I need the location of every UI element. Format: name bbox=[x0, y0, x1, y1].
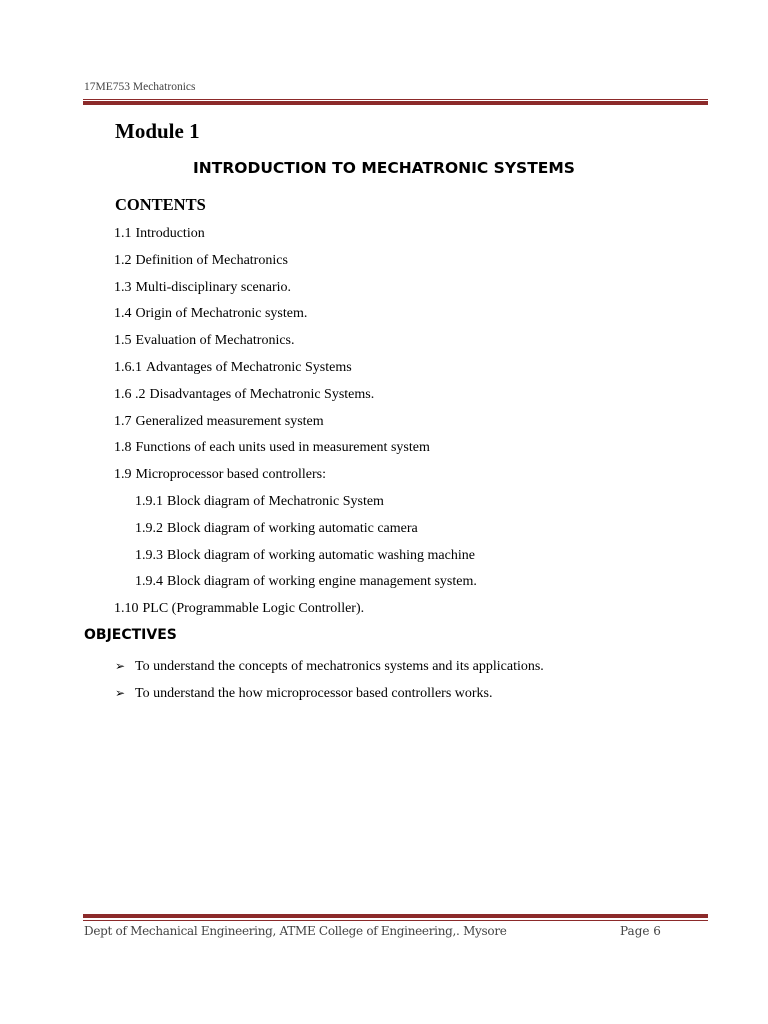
contents-item-text: Microprocessor based controllers: bbox=[135, 467, 326, 483]
contents-item bbox=[114, 305, 477, 332]
contents-item-number: 1.6 .2 bbox=[114, 386, 146, 402]
contents-item-text: Block diagram of Mechatronic System bbox=[167, 493, 384, 509]
contents-item-text: Introduction bbox=[135, 226, 205, 241]
contents-item-text: Block diagram of working automatic washing machine bbox=[167, 547, 475, 563]
contents-heading: CONTENTS bbox=[115, 195, 206, 214]
contents-item bbox=[114, 466, 477, 493]
footer-dept: Dept of Mechanical Engineering, ATME College of Engineering,. Mysore bbox=[84, 924, 507, 938]
objectives-list bbox=[115, 657, 544, 711]
objective-text: To understand the concepts of mechatronics systems and its applications. bbox=[135, 659, 544, 674]
contents-item bbox=[114, 600, 477, 627]
contents-item bbox=[114, 547, 477, 574]
objective-item bbox=[115, 684, 544, 711]
contents-item-text: Advantages of Mechatronic Systems bbox=[146, 359, 352, 375]
contents-list bbox=[114, 225, 477, 627]
footer-page-number: Page 6 bbox=[620, 924, 661, 938]
header-rule-thick bbox=[83, 101, 708, 105]
contents-item bbox=[114, 279, 477, 306]
header-rule-thin bbox=[83, 99, 708, 100]
contents-item-text: Block diagram of working automatic camera bbox=[167, 520, 418, 536]
contents-item bbox=[114, 359, 477, 386]
module-heading: Module 1 bbox=[115, 119, 200, 143]
contents-item-text: Functions of each units used in measurement system bbox=[135, 440, 430, 456]
objectives-heading: OBJECTIVES bbox=[84, 627, 177, 643]
contents-item-text: Block diagram of working engine management system. bbox=[167, 574, 477, 590]
footer-rule-thick bbox=[83, 914, 708, 918]
contents-item-text: Disadvantages of Mechatronic Systems. bbox=[149, 386, 375, 402]
contents-item bbox=[114, 439, 477, 466]
contents-item-text: Multi-disciplinary scenario. bbox=[135, 279, 292, 295]
contents-item-text: Definition of Mechatronics bbox=[135, 252, 288, 268]
contents-item-number: 1.1 bbox=[114, 226, 132, 241]
contents-item-text: Generalized measurement system bbox=[135, 413, 324, 429]
header-course: 17ME753 Mechatronics bbox=[84, 81, 196, 93]
contents-item bbox=[114, 520, 477, 547]
page-title: INTRODUCTION TO MECHATRONIC SYSTEMS bbox=[193, 159, 575, 177]
contents-item-text: PLC (Programmable Logic Controller). bbox=[142, 601, 365, 617]
contents-item-number: 1.10 bbox=[114, 601, 139, 617]
contents-item-number: 1.6.1 bbox=[114, 359, 142, 375]
contents-item bbox=[114, 386, 477, 413]
contents-item bbox=[114, 252, 477, 279]
contents-item-number: 1.5 bbox=[114, 333, 132, 349]
arrow-bullet-icon: ➢ bbox=[115, 659, 126, 673]
contents-item bbox=[114, 413, 477, 440]
contents-item-number: 1.9.1 bbox=[135, 493, 163, 509]
objective-text: To understand the how microprocessor based controllers works. bbox=[135, 686, 493, 701]
contents-item-number: 1.9 bbox=[114, 467, 132, 483]
contents-item-number: 1.9.4 bbox=[135, 574, 163, 590]
contents-item bbox=[114, 493, 477, 520]
objective-item bbox=[115, 657, 544, 684]
contents-item bbox=[114, 225, 477, 252]
contents-item-number: 1.4 bbox=[114, 306, 132, 322]
contents-item bbox=[114, 332, 477, 359]
contents-item-text: Evaluation of Mechatronics. bbox=[135, 333, 295, 349]
contents-item-number: 1.9.3 bbox=[135, 547, 163, 563]
contents-item-number: 1.7 bbox=[114, 413, 132, 429]
contents-item-number: 1.8 bbox=[114, 440, 132, 456]
footer-rule-thin bbox=[83, 920, 708, 921]
arrow-bullet-icon: ➢ bbox=[115, 686, 126, 700]
contents-item-number: 1.9.2 bbox=[135, 520, 163, 536]
contents-item-number: 1.3 bbox=[114, 279, 132, 295]
contents-item-number: 1.2 bbox=[114, 252, 132, 268]
contents-item bbox=[114, 573, 477, 600]
contents-item-text: Origin of Mechatronic system. bbox=[135, 306, 308, 322]
